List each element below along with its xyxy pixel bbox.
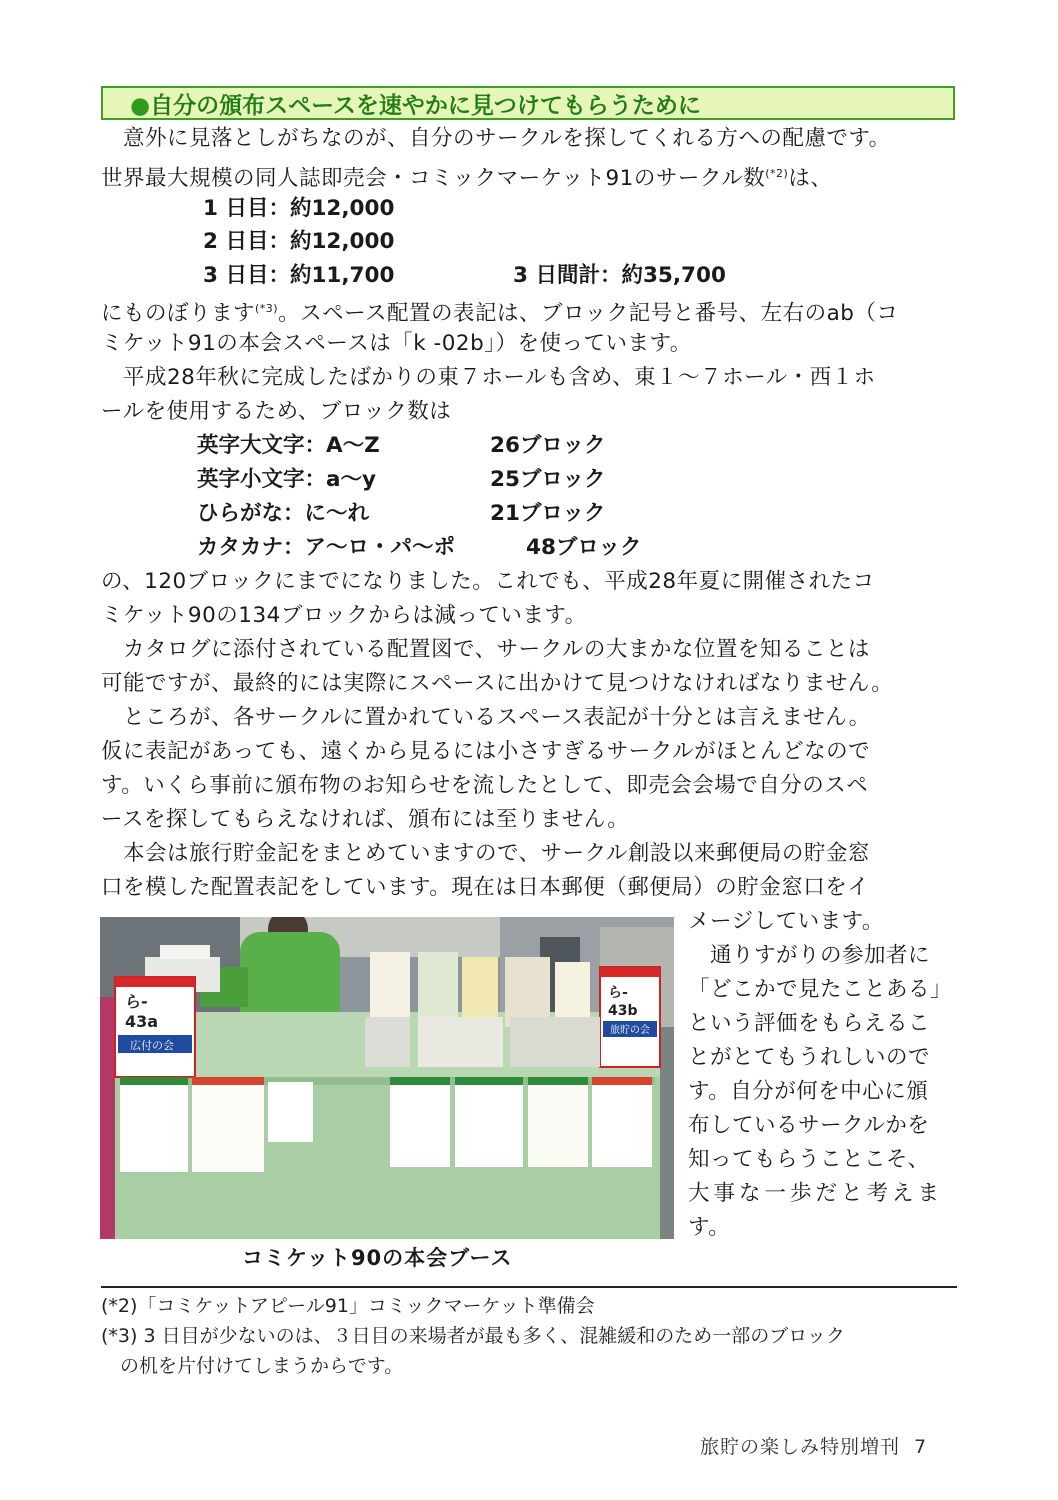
stat-total: 3 日間計：約35,700 xyxy=(513,263,726,288)
para2-line-2: ミケット91の本会スペースは「k -02b」）を使っています。 xyxy=(101,331,692,356)
sign-left-num: 43a xyxy=(125,1012,159,1031)
side-text-line: という評価をもらえるこ xyxy=(688,1011,931,1036)
section-heading-text xyxy=(103,87,701,120)
heading-bullet-icon: ● xyxy=(130,92,151,119)
block-count: 26ブロック xyxy=(490,433,606,458)
footnote-3-line-1: (*3) 3 日目が少ないのは、３日目の来場者が最も多く、混雑緩和のため一部のブロック xyxy=(101,1325,845,1347)
photo-caption: コミケット90の本会ブース xyxy=(242,1246,513,1270)
sign-left-top: ら- xyxy=(125,992,148,1011)
side-text-line: 大事な一歩だと考えま xyxy=(688,1181,944,1206)
para2-line-1 xyxy=(101,295,898,328)
footnote-divider xyxy=(101,1286,957,1288)
block-label: 英字大文字：A～Z xyxy=(197,433,380,458)
para3-line-5: ところが、各サークルに置かれているスペース表記が十分とは言えません。 xyxy=(101,705,871,730)
intro-line-2-end: は、 xyxy=(788,166,833,191)
side-text-line: メージしています。 xyxy=(688,909,884,934)
para3-line-7: す。いくら事前に頒布物のお知らせを流したとして、即売会会場で自分のスペ xyxy=(101,773,869,798)
side-text-line: す。自分が何を中心に頒 xyxy=(688,1079,929,1104)
page-footer xyxy=(700,1432,927,1459)
intro-line-2 xyxy=(101,160,832,193)
side-text-line: 布しているサークルかを xyxy=(688,1113,930,1138)
block-count: 25ブロック xyxy=(490,467,606,492)
section-heading xyxy=(101,86,955,120)
side-text-line: 「どこかで見たことある」 xyxy=(688,977,953,1002)
side-text-line: とがとてもうれしいので xyxy=(688,1045,931,1070)
block-count: 48ブロック xyxy=(526,535,642,560)
intro-line-1: 意外に見落としがちなのが、自分のサークルを探してくれる方への配慮です。 xyxy=(101,126,891,151)
para3-line-1: の、120ブロックにまでになりました。これでも、平成28年夏に開催されたコ xyxy=(101,569,875,594)
para2-line-1a: にものぼります xyxy=(101,301,256,326)
sign-left-name: 広付の会 xyxy=(130,1039,174,1052)
side-text-line: 通りすがりの参加者に xyxy=(688,943,931,968)
para3-line-4: 可能ですが、最終的には実際にスペースに出かけて見つけなければなりません。 xyxy=(101,671,894,696)
stat-day1: 1 日目：約12,000 xyxy=(203,196,395,221)
heading-title: 自分の頒布スペースを速やかに見つけてもらうために xyxy=(150,92,701,119)
block-label: カタカナ：ア～ロ・パ～ポ xyxy=(197,535,456,560)
para2-line-1b: 。スペース配置の表記は、ブロック記号と番号、左右のab（コ xyxy=(278,301,899,326)
para3-line-9: 本会は旅行貯金記をまとめていますので、サークル創設以来郵便局の貯金窓 xyxy=(101,841,870,866)
para2-line-3: 平成28年秋に完成したばかりの東７ホールも含め、東１～７ホール・西１ホ xyxy=(101,365,876,390)
footnote-ref-2: (*2) xyxy=(765,167,789,180)
para3-line-2: ミケット90の134ブロックからは減っています。 xyxy=(101,603,587,628)
intro-line-2-text: 世界最大規模の同人誌即売会・コミックマーケット91のサークル数 xyxy=(101,166,766,191)
sign-right-top: ら- xyxy=(608,985,628,1001)
page-number: 7 xyxy=(914,1436,928,1458)
sign-right-name: 旅貯の会 xyxy=(610,1025,650,1036)
sign-right-num: 43b xyxy=(608,1003,638,1019)
para3-line-3: カタログに添付されている配置図で、サークルの大まかな位置を知ることは xyxy=(101,637,870,662)
footnote-ref-3: (*3) xyxy=(255,302,279,315)
side-text-line: す。 xyxy=(688,1215,731,1240)
para2-line-4: ールを使用するため、ブロック数は xyxy=(101,399,452,424)
booth-photo xyxy=(100,917,674,1239)
stat-day2: 2 日目：約12,000 xyxy=(203,229,395,254)
para3-line-10: 口を模した配置表記をしています。現在は日本郵便（郵便局）の貯金窓口をイ xyxy=(101,875,870,900)
para3-line-8: ースを探してもらえなければ、頒布には至りません。 xyxy=(101,807,630,832)
footnote-3-line-2: の机を片付けてしまうからです。 xyxy=(101,1355,404,1377)
block-label: ひらがな：に～れ xyxy=(197,501,370,526)
para3-line-6: 仮に表記があっても、遠くから見るには小さすぎるサークルがほとんどなので xyxy=(101,739,871,764)
side-text-line: 知ってもらうことこそ、 xyxy=(688,1147,930,1172)
block-label: 英字小文字：a～y xyxy=(197,467,377,492)
footnote-2: (*2)「コミケットアピール91」コミックマーケット準備会 xyxy=(101,1295,595,1317)
block-count: 21ブロック xyxy=(490,501,606,526)
booth-photo-illustration xyxy=(100,917,674,1239)
publication-name: 旅貯の楽しみ特別増刊 xyxy=(700,1436,901,1458)
stat-day3: 3 日目：約11,700 xyxy=(203,263,395,288)
